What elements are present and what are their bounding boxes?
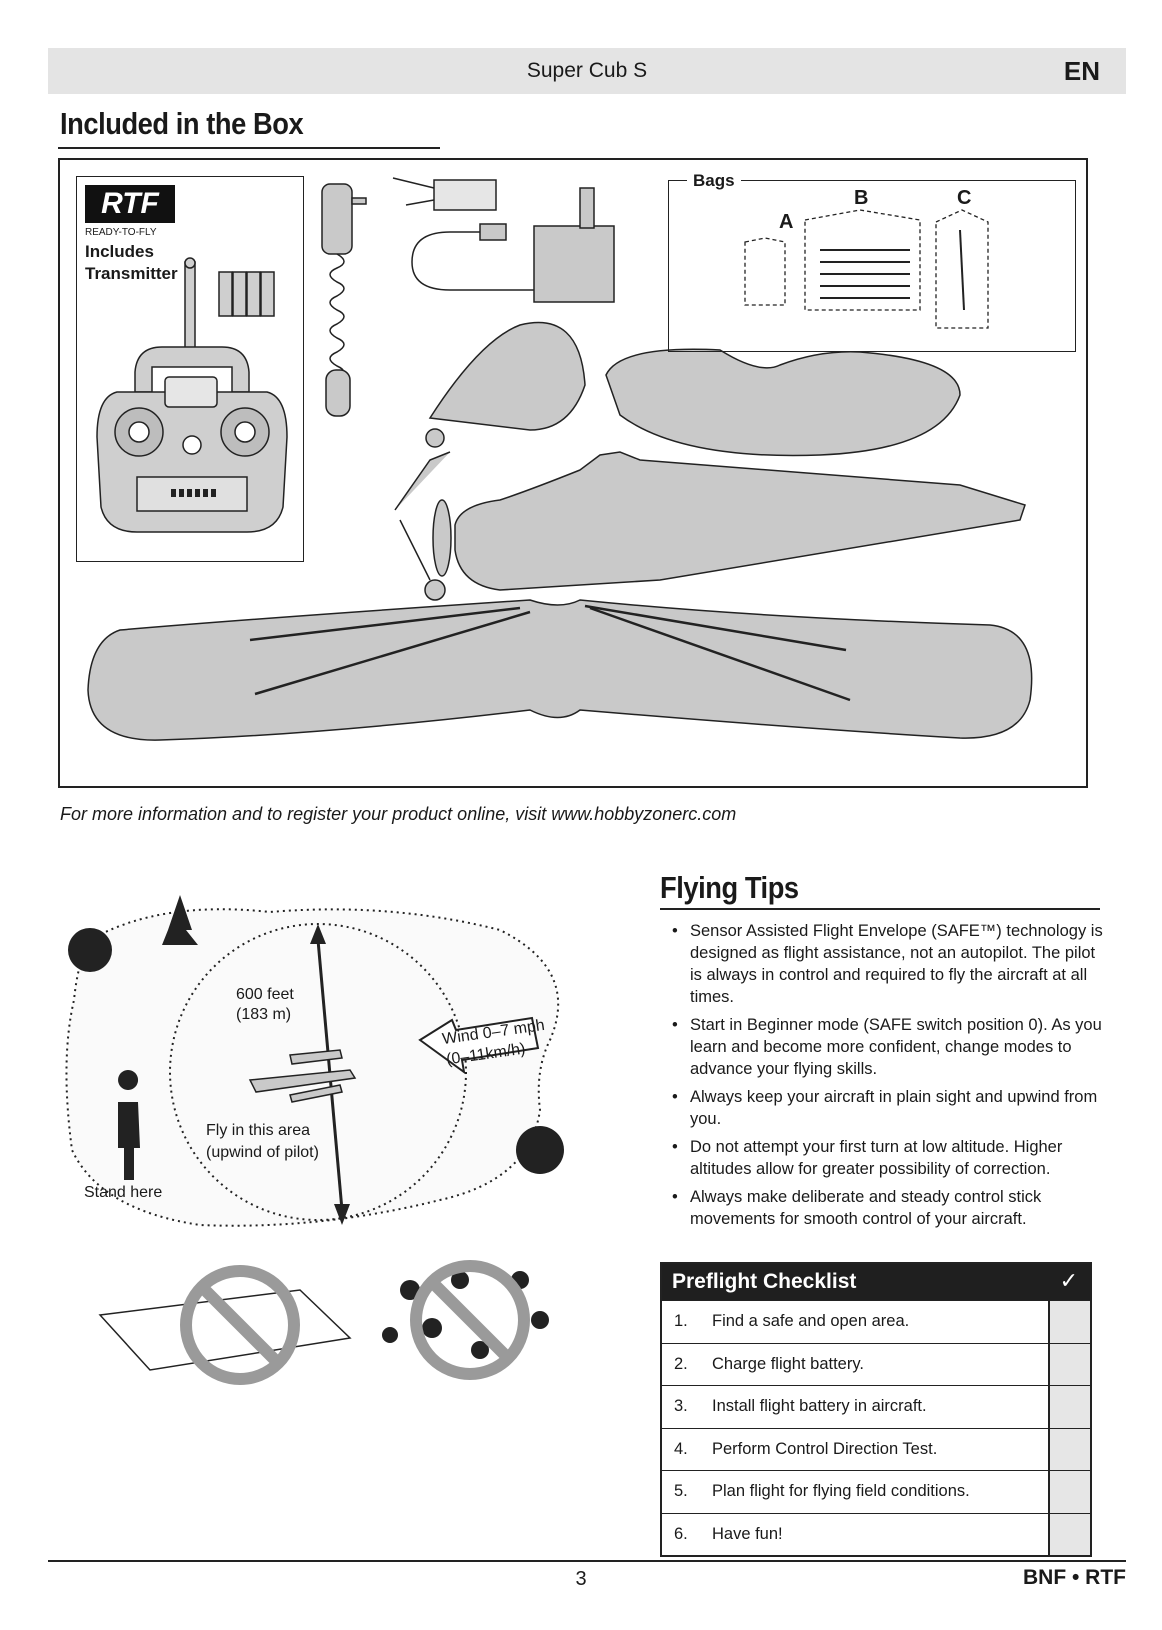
battery-charger-icon xyxy=(393,178,614,302)
field-boundary xyxy=(66,909,558,1225)
distance-label: 600 feet xyxy=(236,986,294,1003)
check-box[interactable] xyxy=(1048,1471,1090,1513)
stand-here-label: Stand here xyxy=(84,1184,163,1201)
footer-model-tag: BNF • RTF xyxy=(1022,1566,1126,1589)
manual-title: Super Cub S xyxy=(526,59,648,82)
no-trees-icon xyxy=(382,1266,549,1374)
row-text: Charge flight battery. xyxy=(712,1354,864,1373)
bag-label-b: B xyxy=(854,187,869,209)
bag-label-c: C xyxy=(957,187,972,209)
flying-field-illustration xyxy=(60,880,620,1400)
row-number: 6. xyxy=(674,1524,688,1543)
box-heading-rule xyxy=(58,147,440,149)
tip-item: • Sensor Assisted Flight Envelope (SAFE™) technology is designed as flight assistance, not an autopilot. The pilot is always in control and required to fly the aircraft at all times. xyxy=(664,920,1104,1008)
propeller xyxy=(433,500,451,576)
row-text: Find a safe and open area. xyxy=(712,1312,910,1330)
checkmark-icon: ✓ xyxy=(1059,1268,1078,1293)
wind-metric-label: (0–11km/h) xyxy=(445,1040,527,1069)
checklist-row xyxy=(662,1428,1090,1471)
tips-list xyxy=(664,920,1104,1236)
fly-area-label: Fly in this area xyxy=(206,1122,311,1139)
row-number: 4. xyxy=(674,1439,688,1458)
bag-label-a: A xyxy=(779,211,794,233)
page-number: 3 xyxy=(575,1568,587,1590)
tip-item: • Always make deliberate and steady control stick movements for smooth control of your aircraft. xyxy=(664,1186,1104,1230)
vertical-stabilizer xyxy=(430,323,585,431)
row-text: Have fun! xyxy=(712,1524,783,1543)
main-wing xyxy=(88,600,1032,740)
tree-icon xyxy=(68,928,112,972)
check-box[interactable] xyxy=(1048,1344,1090,1386)
check-box[interactable] xyxy=(1048,1429,1090,1471)
box-contents-figure xyxy=(58,158,1088,788)
rtf-logo: RTF xyxy=(85,185,175,223)
no-parking-lot-icon xyxy=(100,1271,350,1379)
row-number: 5. xyxy=(674,1482,688,1500)
check-box[interactable] xyxy=(1048,1514,1090,1556)
tip-item: • Start in Beginner mode (SAFE switch position 0). As you learn and become more confident, change modes to advance your flying skills. xyxy=(664,1014,1104,1080)
language-badge: EN xyxy=(1063,56,1100,86)
checklist-row xyxy=(662,1470,1090,1513)
checklist-header xyxy=(662,1264,1090,1300)
checklist-row xyxy=(662,1343,1090,1386)
footer-rule xyxy=(48,1560,1126,1562)
box-heading: Included in the Box xyxy=(60,106,304,141)
row-text: Plan flight for flying field conditions. xyxy=(712,1482,970,1500)
rtf-includes-label: Includes Transmitter xyxy=(85,242,178,283)
check-box[interactable] xyxy=(1048,1386,1090,1428)
row-number: 2. xyxy=(674,1354,688,1373)
row-text: Perform Control Direction Test. xyxy=(712,1439,938,1458)
check-box[interactable] xyxy=(1048,1301,1090,1343)
fuselage xyxy=(455,452,1025,590)
fly-area-sub-label: (upwind of pilot) xyxy=(206,1144,319,1161)
rtf-subtitle: READY-TO-FLY xyxy=(85,227,157,238)
tips-heading-rule xyxy=(660,908,1100,910)
checklist-title: Preflight Checklist xyxy=(672,1270,857,1293)
row-number: 1. xyxy=(674,1312,688,1330)
tree-icon xyxy=(516,1126,564,1174)
tip-item: • Do not attempt your first turn at low altitude. Higher altitudes allow for greater possibility of correction. xyxy=(664,1136,1104,1180)
row-text: Install flight battery in aircraft. xyxy=(712,1397,927,1415)
bags-panel xyxy=(668,171,1076,352)
preflight-checklist xyxy=(660,1262,1092,1557)
tips-heading: Flying Tips xyxy=(660,870,799,905)
checklist-row xyxy=(662,1385,1090,1428)
registration-caption: For more information and to register your product online, visit www.hobbyzonerc.com xyxy=(60,804,737,824)
wall-charger-icon xyxy=(322,184,366,416)
tip-item: • Always keep your aircraft in plain sight and upwind from you. xyxy=(664,1086,1104,1130)
checklist-row xyxy=(662,1300,1090,1343)
bags-title: Bags xyxy=(687,171,741,191)
wind-label: Wind 0–7 mph xyxy=(441,1016,546,1049)
row-number: 3. xyxy=(674,1397,688,1415)
header-bar xyxy=(48,48,1126,94)
checklist-row xyxy=(662,1513,1090,1556)
distance-metric-label: (183 m) xyxy=(236,1006,292,1023)
horizontal-stabilizer xyxy=(606,349,960,455)
